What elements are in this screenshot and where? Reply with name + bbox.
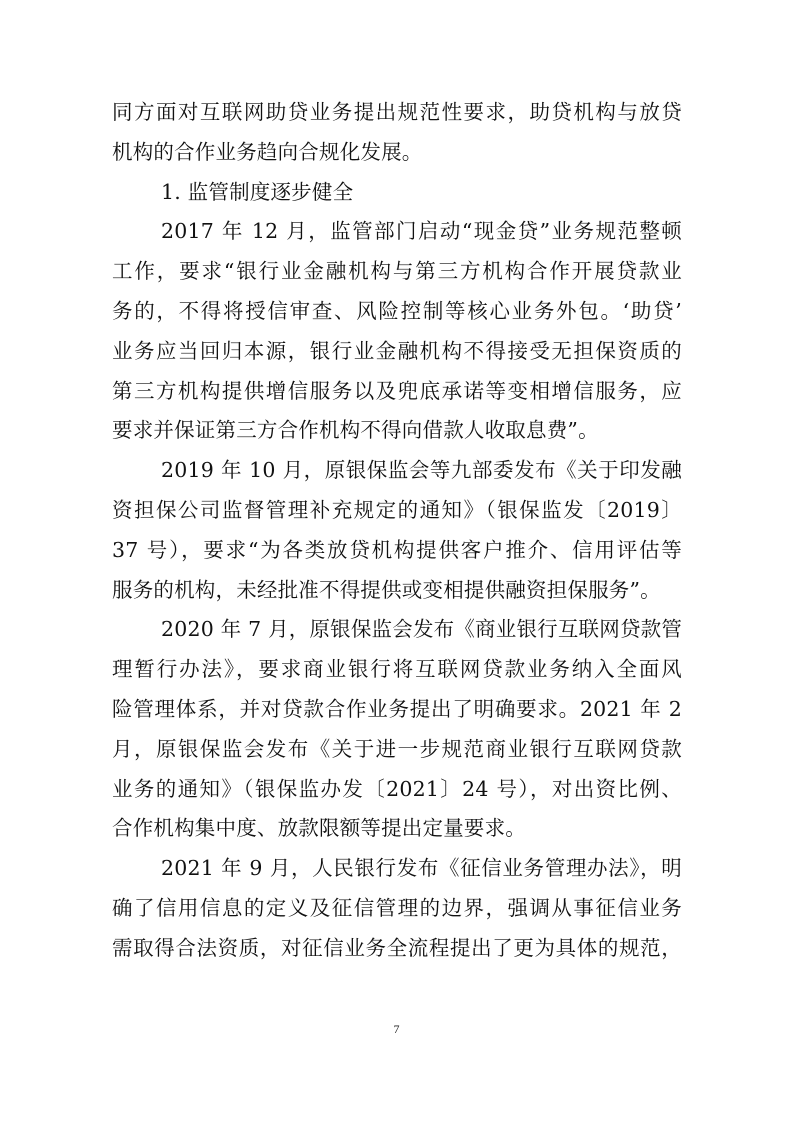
page-number: 7 <box>393 1022 400 1036</box>
text-line: 2021 年 9 月，人民银行发布《征信业务管理办法》，明 <box>161 856 682 881</box>
text-line: 工作，要求“银行业金融机构与第三方机构合作开展贷款业 <box>112 259 682 284</box>
text-line: 1. 监管制度逐步健全 <box>161 179 354 204</box>
text-line: 2017 年 12 月，监管部门启动“现金贷”业务规范整顿 <box>161 219 682 244</box>
text-line: 2020 年 7 月，原银保监会发布《商业银行互联网贷款管 <box>161 617 682 642</box>
text-line: 同方面对互联网助贷业务提出规范性要求，助贷机构与放贷 <box>112 100 682 124</box>
text-line: 37 号），要求“为各类放贷机构提供客户推介、信用评估等 <box>112 537 682 562</box>
text-line: 业务的通知》（银保监办发〔2021〕24 号），对出资比例、 <box>112 776 682 801</box>
text-line: 机构的合作业务趋向合规化发展。 <box>112 139 423 164</box>
text-line: 确了信用信息的定义及征信管理的边界，强调从事征信业务 <box>112 895 682 920</box>
text-line: 业务应当回归本源，银行业金融机构不得接受无担保资质的 <box>112 338 682 363</box>
text-line: 资担保公司监督管理补充规定的通知》（银保监发〔2019〕 <box>112 497 682 522</box>
text-line: 理暂行办法》，要求商业银行将互联网贷款业务纳入全面风 <box>112 657 682 682</box>
text-line: 险管理体系，并对贷款合作业务提出了明确要求。2021 年 2 <box>112 696 682 721</box>
body-text <box>112 93 682 969</box>
text-line: 合作机构集中度、放款限额等提出定量要求。 <box>112 816 526 841</box>
text-line: 务的，不得将授信审查、风险控制等核心业务外包。‘助贷’ <box>112 298 682 323</box>
text-line: 第三方机构提供增信服务以及兜底承诺等变相增信服务，应 <box>112 378 682 403</box>
text-line: 2019 年 10 月，原银保监会等九部委发布《关于印发融 <box>161 458 682 483</box>
text-line: 服务的机构，未经批准不得提供或变相提供融资担保服务”。 <box>112 577 661 602</box>
text-line: 需取得合法资质，对征信业务全流程提出了更为具体的规范， <box>112 935 682 960</box>
text-line: 月，原银保监会发布《关于进一步规范商业银行互联网贷款 <box>112 736 682 761</box>
text-line: 要求并保证第三方合作机构不得向借款人收取息费”。 <box>112 418 599 443</box>
